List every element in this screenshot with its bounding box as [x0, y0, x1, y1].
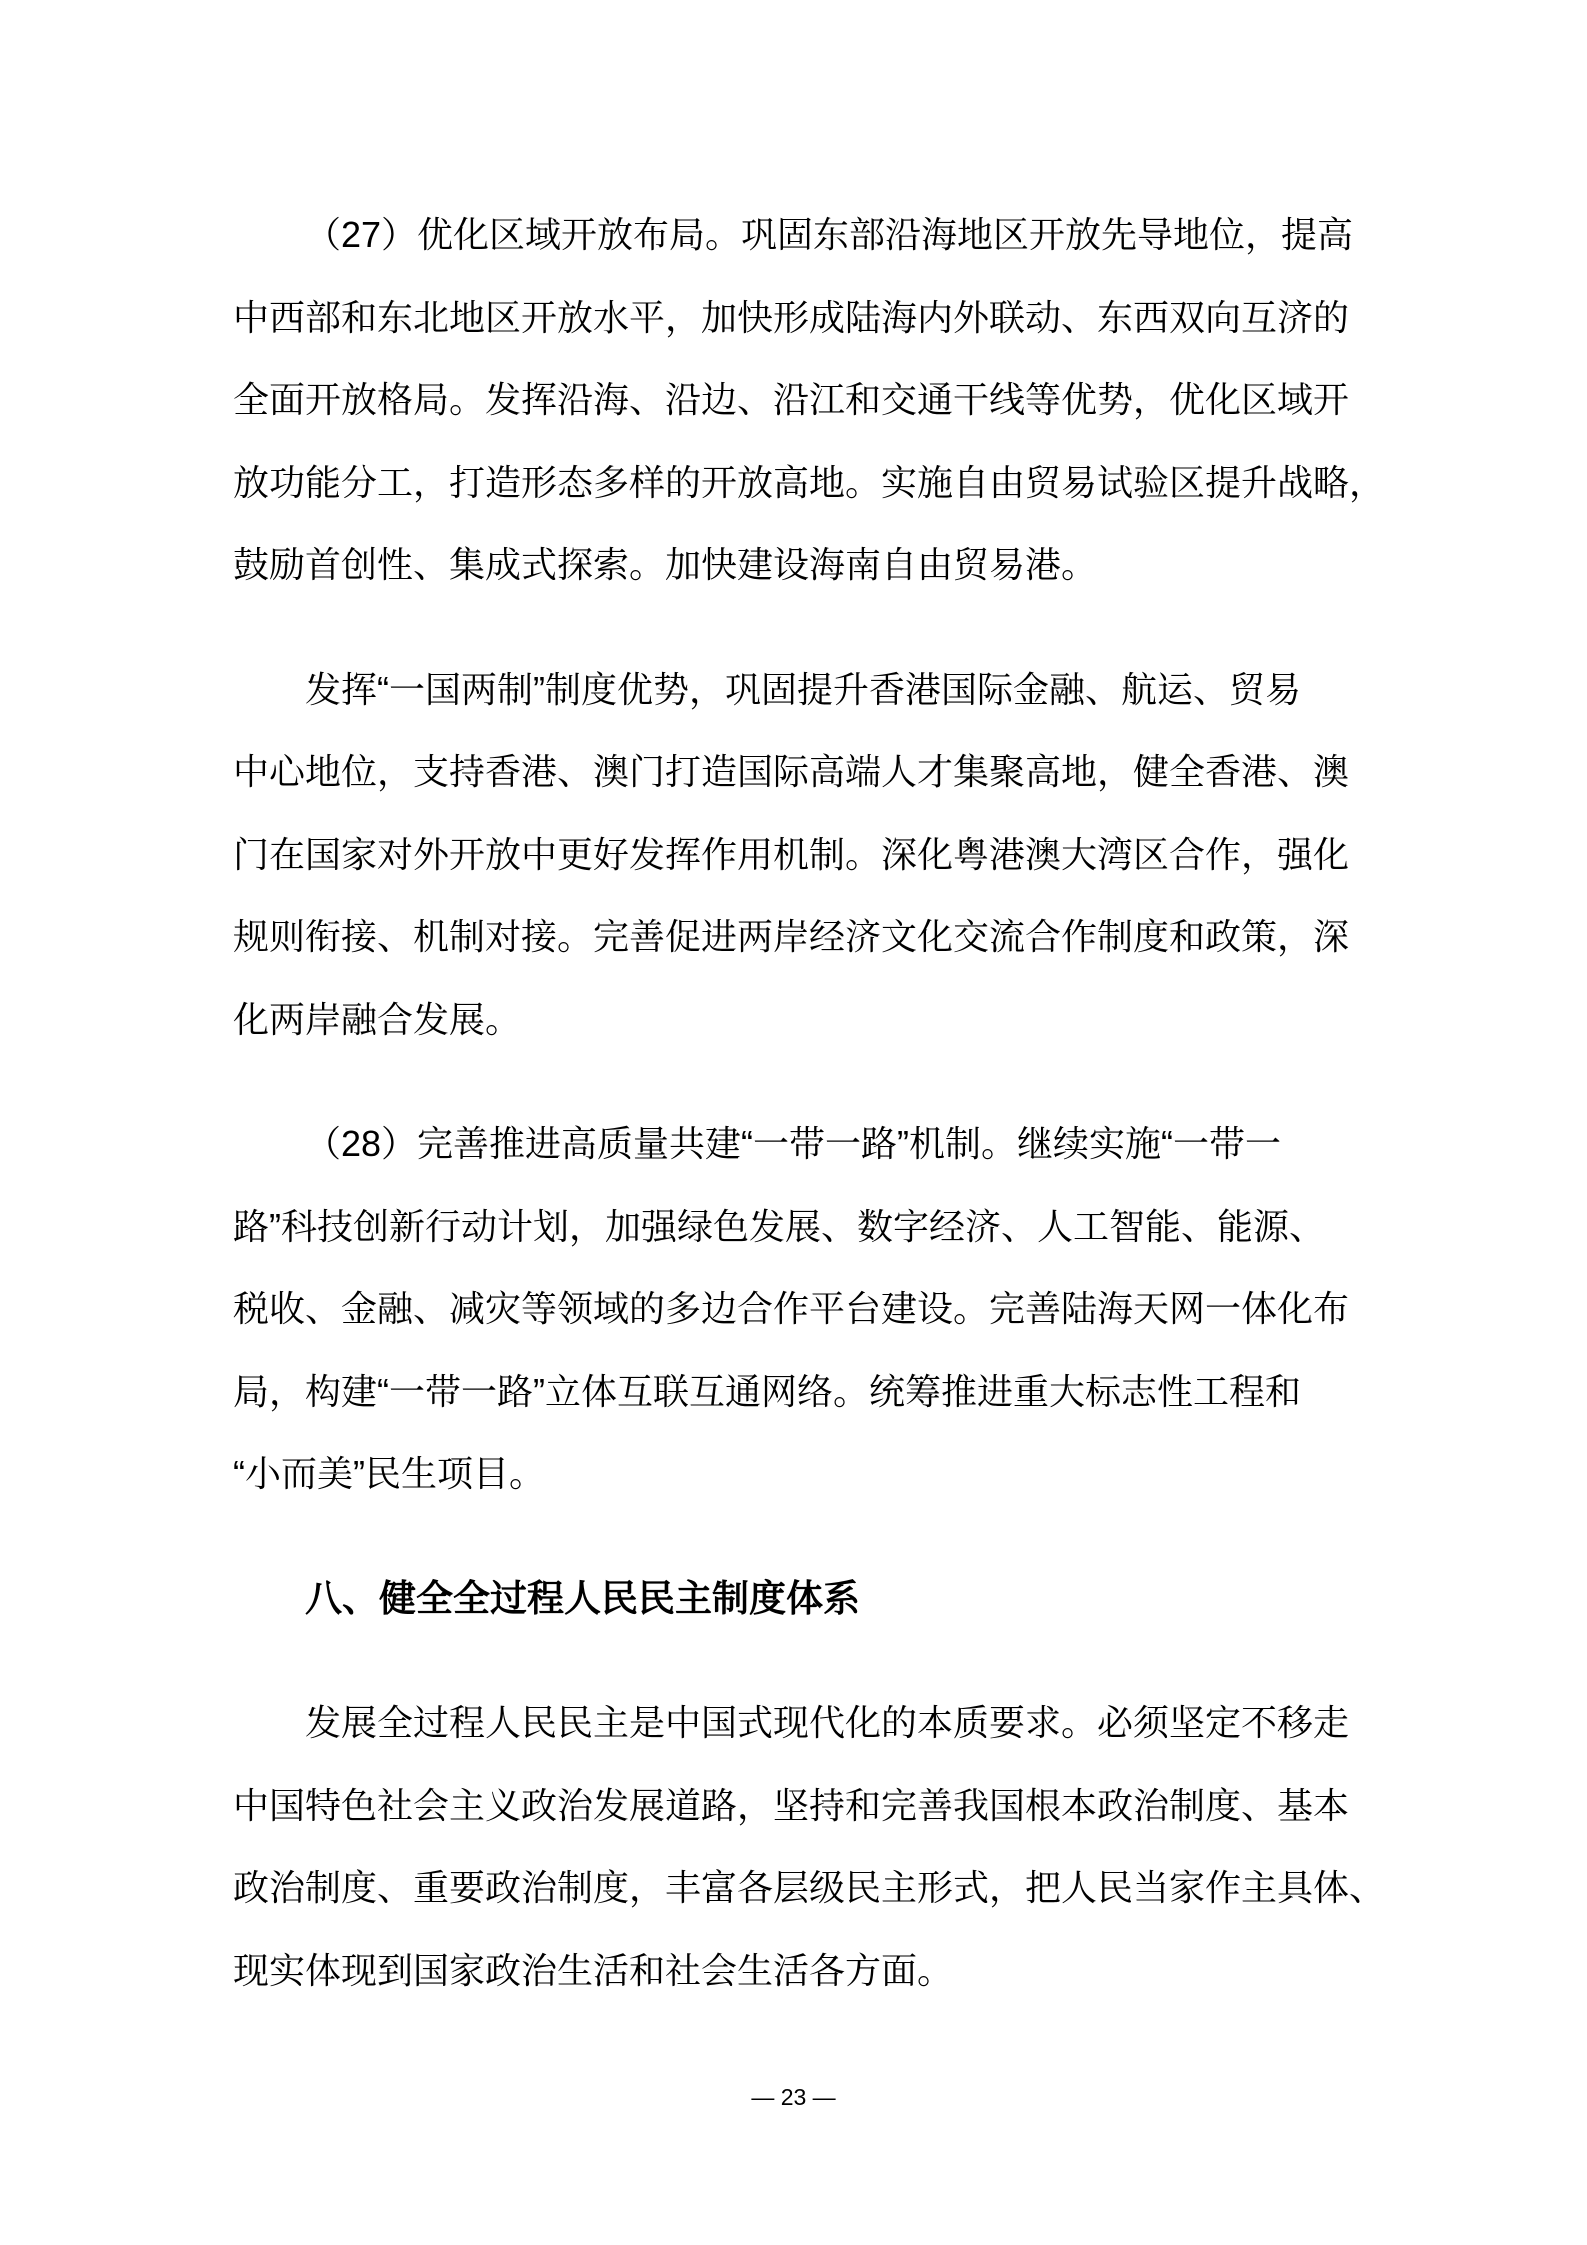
text-line: （28）完善推进高质量共建“一带一路”机制。继续实施“一带一 — [305, 1123, 1282, 1164]
text-line: 中国特色社会主义政治发展道路，坚持和完善我国根本政治制度、基本 — [233, 1784, 1350, 1826]
text-line: 局，构建“一带一路”立体互联互通网络。统筹推进重大标志性工程和 — [233, 1370, 1301, 1412]
page-footer — [0, 2081, 1587, 2113]
text-line: 八、健全全过程人民民主制度体系 — [305, 1577, 860, 1619]
text-line: 路”科技创新行动计划，加强绿色发展、数字经济、人工智能、能源、 — [233, 1205, 1325, 1247]
text-line: 政治制度、重要政治制度，丰富各层级民主形式，把人民当家作主具体、 — [233, 1867, 1386, 1908]
text-line: 现实体现到国家政治生活和社会生活各方面。 — [233, 1949, 954, 1991]
text-line: 全面开放格局。发挥沿海、沿边、沿江和交通干线等优势，优化区域开 — [233, 379, 1350, 420]
para-item-28 — [233, 1103, 1383, 1516]
text-line: 中心地位，支持香港、澳门打造国际高端人才集聚高地，健全香港、澳 — [233, 751, 1350, 792]
text-line: 发展全过程人民民主是中国式现代化的本质要求。必须坚定不移走 — [305, 1702, 1350, 1743]
text-line: （27）优化区域开放布局。巩固东部沿海地区开放先导地位，提高 — [305, 214, 1354, 255]
text-line: 发挥“一国两制”制度优势，巩固提升香港国际金融、航运、贸易 — [305, 668, 1301, 710]
heading-section-8 — [233, 1558, 1383, 1641]
text-line: 放功能分工，打造形态多样的开放高地。实施自由贸易试验区提升战略， — [233, 461, 1386, 503]
page-number: — 23 — — [751, 2084, 836, 2110]
text-line: 鼓励首创性、集成式探索。加快建设海南自由贸易港。 — [233, 544, 1098, 585]
text-line: 规则衔接、机制对接。完善促进两岸经济文化交流合作制度和政策，深 — [233, 916, 1350, 957]
para-whole-process-democracy — [233, 1682, 1386, 2012]
text-line: 中西部和东北地区开放水平，加快形成陆海内外联动、东西双向互济的 — [233, 296, 1350, 338]
text-line: 税收、金融、减灾等领域的多边合作平台建设。完善陆海天网一体化布 — [233, 1288, 1350, 1329]
text-line: 门在国家对外开放中更好发挥作用机制。深化粤港澳大湾区合作，强化 — [233, 833, 1350, 875]
para-one-country-two-systems — [233, 649, 1383, 1062]
text-line: 化两岸融合发展。 — [233, 998, 522, 1040]
page-content — [233, 194, 1386, 2012]
para-item-27 — [233, 194, 1386, 607]
text-line: “小而美”民生项目。 — [233, 1453, 545, 1494]
